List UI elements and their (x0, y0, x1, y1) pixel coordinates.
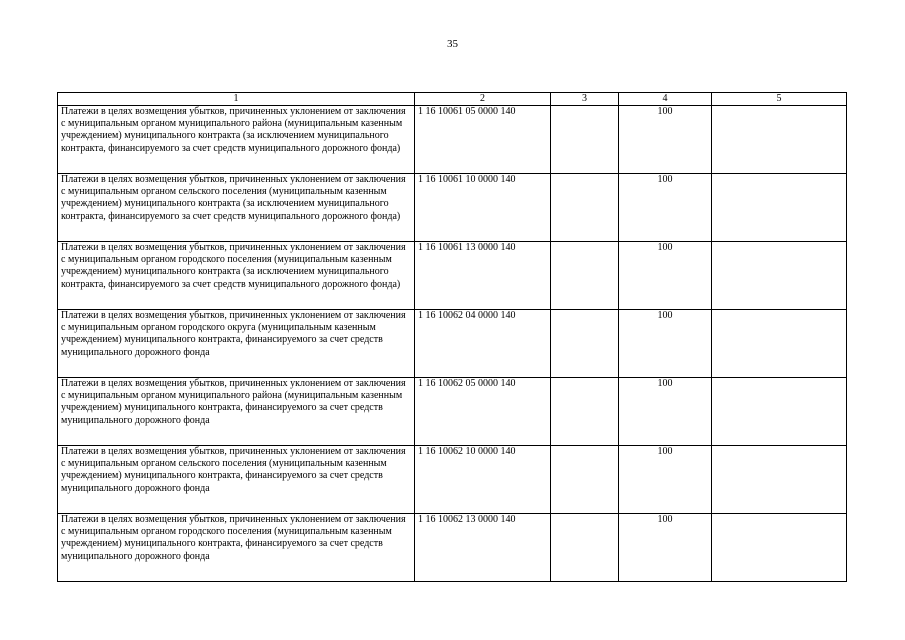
row-col3-cell (551, 446, 619, 514)
row-name-cell: Платежи в целях возмещения убытков, причиненных уклонением от заключения с муниципальным органом городского округа (муниципальным казенным учреждением) муниципального контракта, финансируемого за счет средств муниципального дорожного фонда (58, 310, 415, 378)
row-col4-cell: 100 (619, 310, 712, 378)
row-name-cell: Платежи в целях возмещения убытков, причиненных уклонением от заключения с муниципальным органом сельского поселения (муниципальным казенным учреждением) муниципального контракта (за исключением муниципального контракта, финансируемого за счет средств муниципального дорожного фонда) (58, 174, 415, 242)
row-code-cell: 1 16 10061 05 0000 140 (415, 106, 551, 174)
revenue-table (57, 92, 847, 582)
page-number: 35 (447, 38, 458, 50)
header-col-4: 4 (619, 93, 712, 106)
row-col5-cell (712, 446, 847, 514)
row-col5-cell (712, 242, 847, 310)
row-col3-cell (551, 174, 619, 242)
table-header (58, 93, 847, 106)
row-col3-cell (551, 242, 619, 310)
row-col4-cell: 100 (619, 378, 712, 446)
row-code-cell: 1 16 10062 04 0000 140 (415, 310, 551, 378)
row-col5-cell (712, 106, 847, 174)
row-name-cell: Платежи в целях возмещения убытков, причиненных уклонением от заключения с муниципальным органом городского поселения (муниципальным казенным учреждением) муниципального контракта (за исключением муниципального контракта, финансируемого за счет средств муниципального дорожного фонда) (58, 242, 415, 310)
row-code-cell: 1 16 10061 10 0000 140 (415, 174, 551, 242)
row-col5-cell (712, 174, 847, 242)
row-col3-cell (551, 106, 619, 174)
row-col4-cell: 100 (619, 242, 712, 310)
row-col4-cell: 100 (619, 514, 712, 582)
row-col3-cell (551, 378, 619, 446)
row-col4-cell: 100 (619, 106, 712, 174)
header-row (58, 93, 847, 106)
header-col-3: 3 (551, 93, 619, 106)
row-col4-cell: 100 (619, 174, 712, 242)
row-col5-cell (712, 378, 847, 446)
table-row (58, 378, 847, 446)
row-code-cell: 1 16 10061 13 0000 140 (415, 242, 551, 310)
row-col3-cell (551, 514, 619, 582)
row-col5-cell (712, 310, 847, 378)
row-name-cell: Платежи в целях возмещения убытков, причиненных уклонением от заключения с муниципальным органом городского поселения (муниципальным казенным учреждением) муниципального контракта, финансируемого за счет средств муниципального дорожного фонда (58, 514, 415, 582)
row-col3-cell (551, 310, 619, 378)
table-row (58, 514, 847, 582)
table-body (58, 106, 847, 582)
row-name-cell: Платежи в целях возмещения убытков, причиненных уклонением от заключения с муниципальным органом муниципального района (муниципальным казенным учреждением) муниципального контракта, финансируемого за счет средств муниципального дорожного фонда (58, 378, 415, 446)
table-row (58, 242, 847, 310)
row-code-cell: 1 16 10062 05 0000 140 (415, 378, 551, 446)
header-col-2: 2 (415, 93, 551, 106)
table-row (58, 446, 847, 514)
row-name-cell: Платежи в целях возмещения убытков, причиненных уклонением от заключения с муниципальным органом сельского поселения (муниципальным казенным учреждением) муниципального контракта, финансируемого за счет средств муниципального дорожного фонда (58, 446, 415, 514)
row-code-cell: 1 16 10062 13 0000 140 (415, 514, 551, 582)
row-name-cell: Платежи в целях возмещения убытков, причиненных уклонением от заключения с муниципальным органом муниципального района (муниципальным казенным учреждением) муниципального контракта (за исключением муниципального контракта, финансируемого за счет средств муниципального дорожного фонда) (58, 106, 415, 174)
row-col5-cell (712, 514, 847, 582)
header-col-1: 1 (58, 93, 415, 106)
row-col4-cell: 100 (619, 446, 712, 514)
row-code-cell: 1 16 10062 10 0000 140 (415, 446, 551, 514)
table-row (58, 106, 847, 174)
table-row (58, 310, 847, 378)
table-row (58, 174, 847, 242)
header-col-5: 5 (712, 93, 847, 106)
